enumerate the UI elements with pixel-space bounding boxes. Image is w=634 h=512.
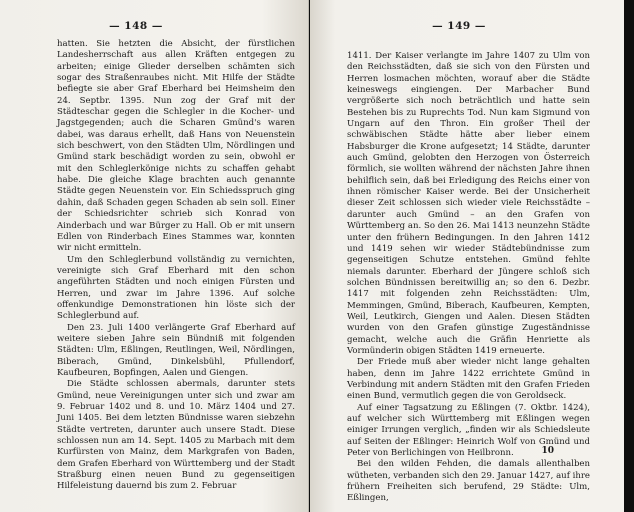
paragraph: Auf einer Tagsatzung zu Eßlingen (7. Oktbr. 1424), auf welcher sich Württemberg mit Eßlingen wegen einiger Irrungen verglich, „finden wir als Schiedsleute auf Seiten der Eßlinger: Heinrich Wolf von Gmünd und Peter von Berlichingen von Heilbronn. [347, 402, 590, 459]
paragraph: 1411. Der Kaiser verlangte im Jahre 1407 zu Ulm von den Reichsstädten, daß sie sich von den Fürsten und Herren losmachen möchten, worauf aber die Städte keineswegs eingiengen. Der Marbacher Bund vergrößerte sich noch beträchtlich und hatte sein Bestehen bis zu Ruprechts Tod. Nun kam Sigmund von Ungarn auf den Thron. Ein großer Theil der schwäbischen Städte hätte aber lieber einem Habsburger die Krone aufgesetzt; 14 Städte, darunter auch Gmünd, gelobten den Herzogen von Österreich förmlich, sie wollten während der nächsten Jahre ihnen behilflich sein, daß bei Erledigung des Reichs einer von ihnen römischer Kaiser werde. Bei der Unsicherheit dieser Zeit schlossen sich wieder viele Reichsstädte – darunter auch Gmünd – an den Grafen von Württemberg an. So den 26. Mai 1413 neunzehn Städte unter den frühern Bedingungen. In den Jahren 1412 und 1419 sehen wir wieder Städtebündnisse zum gegenseitigen Schutze entstehen. Gmünd fehlte niemals darunter. Eberhard der Jüngere schloß sich solchen Bündnissen bereitwillig an; so den 6. Dezbr. 1417 mit folgenden zehn Reichsstädten: Ulm, Memmingen, Gmünd, Biberach, Kaufbeuren, Kempten, Weil, Leutkirch, Giengen und Aalen. Diesen Städten wurden von den Grafen günstige Zugeständnisse gemacht, welche auch die Gräfin Henriette als Vormünderin obigen Städten 1419 erneuerte. [347, 51, 590, 356]
background-edge [624, 0, 634, 512]
right-page-text [347, 51, 590, 505]
paragraph: Um den Schleglerbund vollständig zu vernichten, vereinigte sich Graf Eberhard mit den schon angeführten Städten und noch einigen Fürsten und Herren, und zwar im Jahre 1396. Auf solche offenkundige Demonstrationen hin löste sich der Schleglerbund auf. [57, 254, 295, 322]
page-number-right: — 149 — [432, 20, 486, 32]
paragraph: Der Friede muß aber wieder nicht lange gehalten haben, denn im Jahre 1422 errichtete Gmünd in Verbindung mit andern Städten mit den Grafen Frieden einen Bund, vermutlich gegen die von Geroldseck. [347, 357, 590, 402]
paragraph: hatten. Sie hetzten die Absicht, der fürstlichen Landesherrschaft aus allen Kräften entgegen zu arbeiten; einige Glieder derselben schämten sich sogar des Straßenraubes nicht. Mit Hilfe der Städte befiegte sie aber Graf Eberhard bei Heimsheim den 24. Septbr. 1395. Nun zog der Graf mit der Städteschar gegen die Schlegler in die Kocher- und Jagstgegenden; auch die Scharen Gmünd's waren dabei, was daraus erhellt, daß Hans von Neuenstein sich beschwert, von den Städten Ulm, Nördlingen und Gmünd stark beschädigt worden zu sein, obwohl er mit den Schleglerkönige nichts zu schaffen gehabt habe. Die gleiche Klage brachten auch genannte Städte gegen Neuenstein vor. Ein Schiedsspruch ging dahin, daß Schaden gegen Schaden ab sein soll. Einer der Schiedsrichter schrieb sich Konrad von Ainderbach und war Bürger zu Hall. Ob er mit unsern Edlen von Rinderbach Eines Stammes war, konnten wir nicht ermitteln. [57, 39, 295, 254]
page-number-left: — 148 — [109, 20, 163, 32]
right-page [310, 0, 624, 512]
left-page-text [57, 39, 295, 493]
paragraph: Die Städte schlossen abermals, darunter stets Gmünd, neue Vereinigungen unter sich und zwar am 9. Februar 1402 und 8. und 10. März 1404 und 27. Juni 1405. Bei dem letzten Bündnisse waren siebzehn Städte vertreten, darunter auch unsere Stadt. Diese schlossen nun am 14. Sept. 1405 zu Marbach mit dem Kurfürsten von Mainz, dem Markgrafen von Baden, dem Grafen Eberhard von Württemberg und der Stadt Straßburg einen neuen Bund zu gegenseitigen Hilfeleistung dauernd bis zum 2. Februar [57, 379, 295, 492]
signature-mark: 10 [541, 446, 554, 456]
paragraph: Den 23. Juli 1400 verlängerte Graf Eberhard auf weitere sieben Jahre sein Bündniß mit folgenden Städten: Ulm, Eßlingen, Reutlingen, Weil, Nördlingen, Biberach, Gmünd, Dinkelsbühl, Pfullendorf, Kaufbeuren, Bopfingen, Aalen und Giengen. [57, 322, 295, 378]
paragraph: Bei den wilden Fehden, die damals allenthalben wütheten, verbanden sich den 29. Januar 1427, auf ihre frühern Freiheiten sich berufend, 29 Städte: Ulm, Eßlingen, [347, 459, 590, 504]
left-page [0, 0, 309, 512]
